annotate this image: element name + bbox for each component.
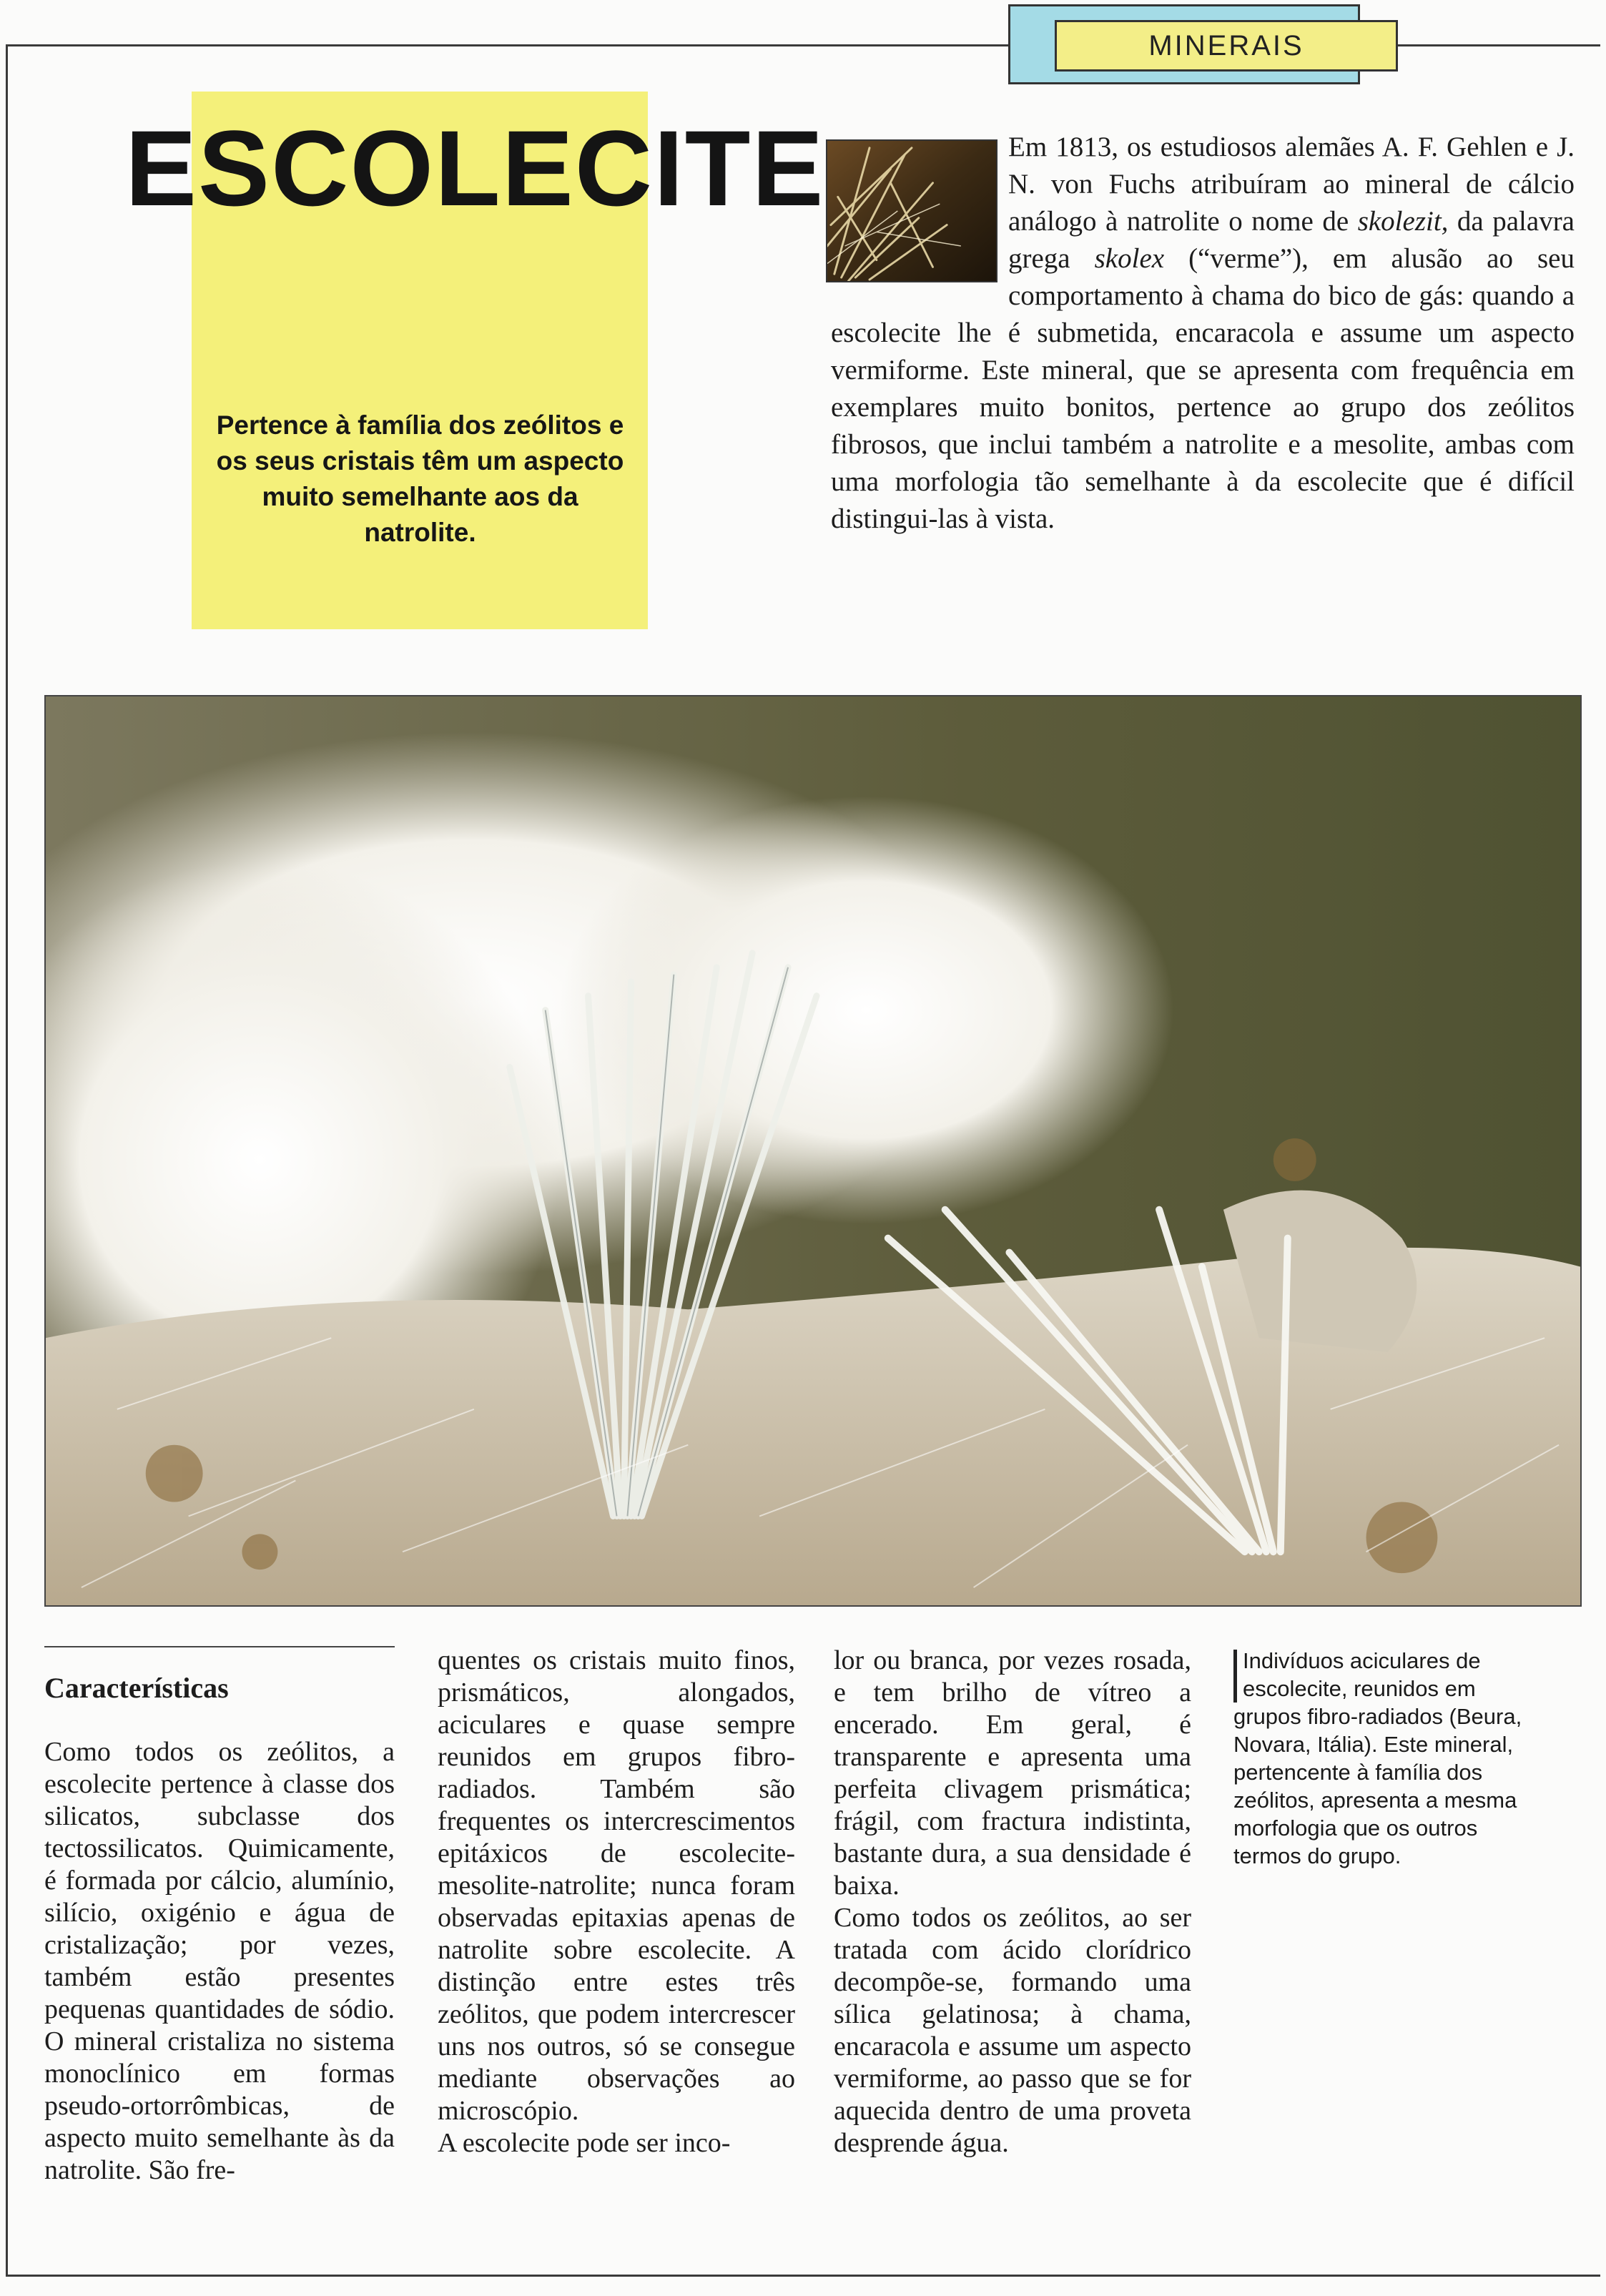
column-2-paragraph: quentes os cristais muito finos, prismáticos, alongados, aciculares e quase sempre reunidos em grupos fibro-radiados. Também são frequentes os intercrescimentos epitáxicos de escolecite-mesolite-natrolite; nunca foram observadas epitaxias apenas de natrolite sobre escolecite. A distinção entre estes três zeólitos, que podem intercrescer uns nos outros, só se consegue mediante observações ao microscópio. — [438, 1645, 795, 2126]
column-2-last-line: A escolecite pode ser inco- — [438, 2128, 731, 2158]
column-3-paragraph-2: Como todos os zeólitos, ao ser tratada com ácido clorídrico decompõe-se, formando uma sílica gelatinosa; à chama, encaracola e assume um aspecto vermiforme, ao passo que se for aquecida dentro de uma proveta desprende água. — [834, 1903, 1191, 2158]
photo-caption — [1233, 1647, 1534, 1870]
main-crystal-photo — [44, 695, 1582, 1607]
page-frame-bottom — [6, 2275, 1600, 2277]
page-title: ESCOLECITE — [125, 108, 825, 228]
heading-rule — [44, 1646, 395, 1647]
text-column-1: Como todos os zeólitos, a escolecite pertence à classe dos silicatos, subclasse dos tectossilicatos. Quimicamente, é formada por cálcio, alumínio, silício, oxigénio e água de cristalização; por vezes, também estão presentes pequenas quantidades de sódio. O mineral cristaliza no sistema monoclínico em formas pseudo-ortorrômbicas, de aspecto muito semelhante às da natrolite. São fre- — [44, 1737, 395, 2185]
caption-initial-bar — [1233, 1650, 1237, 1703]
term-skolezit: skolezit, — [1357, 206, 1449, 237]
term-skolex: skolex — [1094, 243, 1165, 274]
lead-text: Pertence à família dos zeólitos e os seus cristais têm um aspecto muito semelhante aos da natrolite. — [216, 410, 624, 547]
characteristics-heading: Características — [44, 1672, 229, 1704]
caption-text: Indivíduos aciculares de escolecite, reunidos em grupos fibro-radiados (Beura, Novara, Itália). Este mineral, pertencente à família dos zeólitos, apresenta a mesma morfologia que os outros termos do grupo. — [1233, 1648, 1522, 1868]
column-3-paragraph: lor ou branca, por vezes rosada, e tem brilho de vítreo a encerado. Em geral, é transparente e apresenta uma perfeita clivagem prismática; frágil, com fractura indistinta, bastante dura, a sua densidade é baixa. — [834, 1645, 1191, 1901]
intro-paragraph: Em 1813, os estudiosos alemães A. F. Gehlen e J. N. von Fuchs atribuíram ao mineral de cálcio análogo à natrolite o nome de skolezit, da palavra grega skolex (“verme”), em alusão ao seu comportamento à chama do bico de gás: quando a escolecite lhe é submetida, encaracola e assume um aspecto vermiforme. Este mineral, que se apresenta com frequência em exemplares muito bonitos, pertence ao grupo dos zeólitos fibrosos, que inclui também a natrolite e a mesolite, ambas com uma morfologia tão semelhante à da escolecite que é difícil distingui-las à vista. — [831, 132, 1575, 534]
section-label: MINERAIS — [1055, 20, 1398, 72]
text-column-3 — [834, 1645, 1191, 2159]
page-frame-left — [6, 44, 8, 2275]
text-column-2 — [438, 1645, 795, 2159]
